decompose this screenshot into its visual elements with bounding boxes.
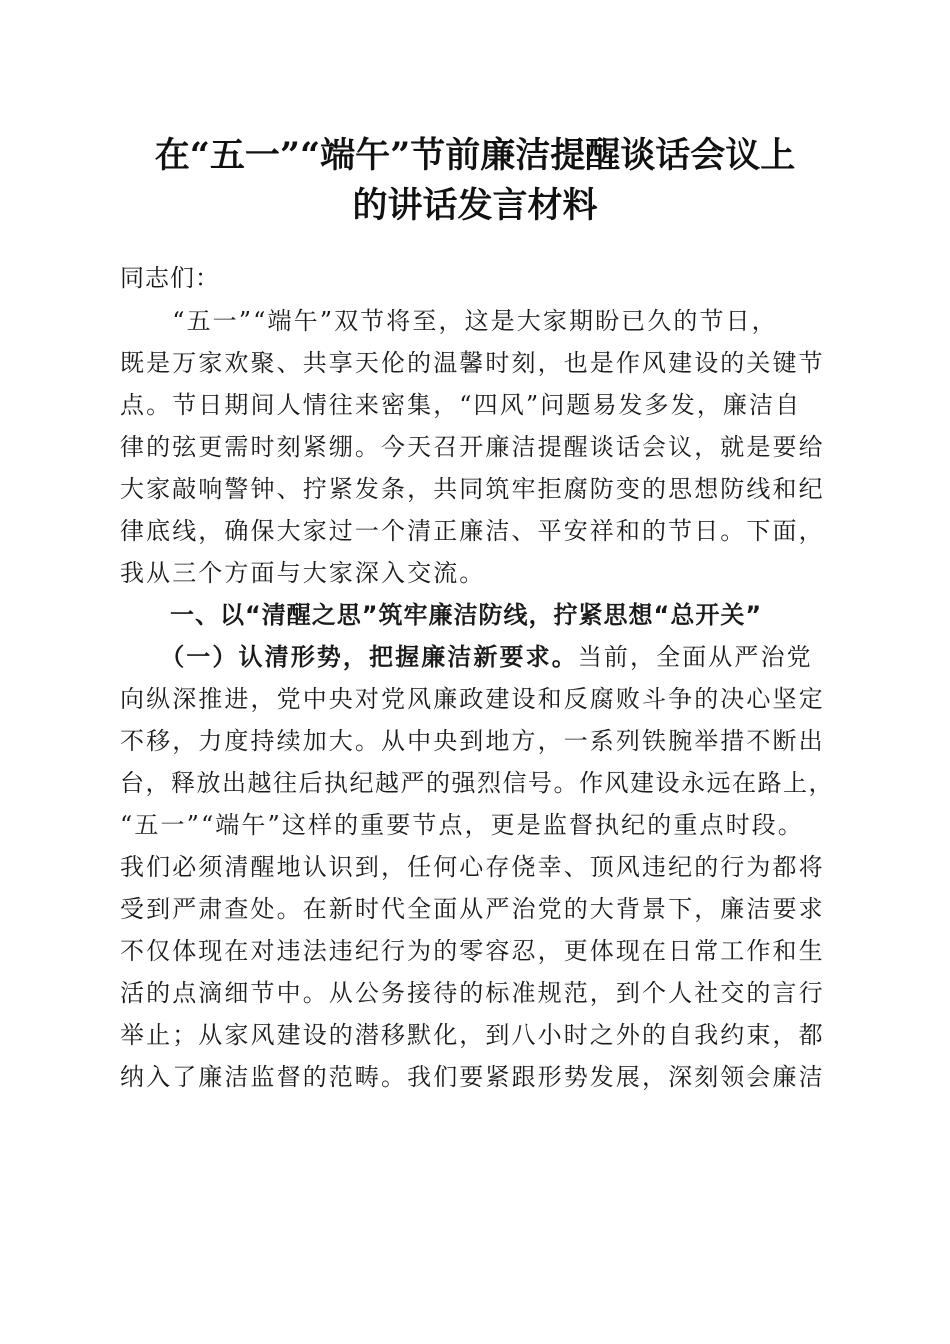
text-line: 受到严肃查处。在新时代全面从严治党的大背景下，廉洁要求 — [120, 895, 825, 923]
greeting: 同志们： — [120, 264, 220, 292]
section-heading-1: 一、以“清醒之思”筑牢廉洁防线，拧紧思想“总开关” — [120, 601, 763, 629]
text-line: 不仅体现在对违法违纪行为的零容忍，更体现在日常工作和生 — [120, 937, 825, 965]
text-line: 点。节日期间人情往来密集，“四风”问题易发多发，廉洁自 — [120, 391, 802, 419]
text-line: 我们必须清醒地认识到，任何心存侥幸、顶风违纪的行为都将 — [120, 853, 825, 881]
text-line: 律底线，确保大家过一个清正廉洁、平安祥和的节日。下面， — [120, 517, 825, 545]
text-line: “五一”“端午”双节将至，这是大家期盼已久的节日， — [120, 307, 778, 335]
text-line: 大家敲响警钟、拧紧发条，共同筑牢拒腐防变的思想防线和纪 — [120, 475, 825, 503]
text-line: 向纵深推进，党中央对党风廉政建设和反腐败斗争的决心坚定 — [120, 685, 825, 713]
text-line — [120, 636, 835, 678]
text-line: 律的弦更需时刻紧绷。今天召开廉洁提醒谈话会议，就是要给 — [120, 433, 825, 461]
title-line-2: 的讲话发言材料 — [352, 185, 598, 226]
text-line: 我从三个方面与大家深入交流。 — [120, 559, 486, 587]
subheading-1: （一）认清形势，把握廉洁新要求。 — [120, 643, 578, 671]
paragraph-intro — [120, 300, 835, 594]
text-line: 活的点滴细节中。从公务接待的标准规范，到个人社交的言行 — [120, 979, 825, 1007]
text-line: 台，释放出越往后执纪越严的强烈信号。作风建设永远在路上， — [120, 769, 834, 797]
text-line: “五一”“端午”这样的重要节点，更是监督执纪的重点时段。 — [120, 811, 804, 839]
text-line: 纳入了廉洁监督的范畴。我们要紧跟形势发展，深刻领会廉洁 — [120, 1063, 825, 1091]
document-body — [120, 256, 835, 1098]
document-title — [100, 131, 850, 231]
title-line-1: 在“五一”“端午”节前廉洁提醒谈话会议上 — [154, 135, 796, 176]
text-line: 不移，力度持续加大。从中央到地方，一系列铁腕举措不断出 — [120, 727, 825, 755]
text-line: 既是万家欢聚、共享天伦的温馨时刻，也是作风建设的关键节 — [120, 349, 825, 377]
paragraph-section-1 — [120, 636, 835, 1098]
text-span: 当前，全面从严治党 — [577, 643, 813, 671]
text-line: 举止；从家风建设的潜移默化，到八小时之外的自我约束，都 — [120, 1021, 825, 1049]
